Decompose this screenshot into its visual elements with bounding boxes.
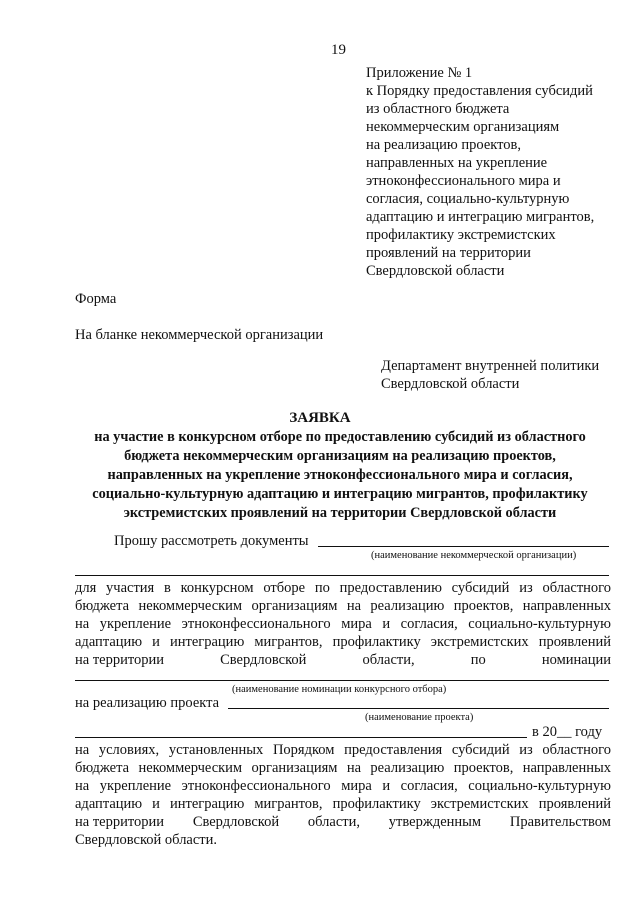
word: на территории xyxy=(75,652,165,668)
paragraph-line: на укрепление этноконфессионального мира и согласия, социально-культурную xyxy=(75,778,611,794)
appendix-block xyxy=(366,64,594,280)
word: Правительством xyxy=(509,814,611,830)
word: Свердловской xyxy=(220,652,307,668)
paragraph-line: Свердловской области. xyxy=(75,832,218,848)
appendix-line: на реализацию проектов, xyxy=(366,137,521,153)
addressee-block xyxy=(381,357,599,393)
paragraph-line: на укрепление этноконфессионального мира и согласия, социально-культурную xyxy=(75,616,611,632)
word: номинации xyxy=(541,652,611,668)
appendix-line: адаптацию и интеграцию мигрантов, xyxy=(366,209,595,225)
paragraph-line: для участия в конкурсном отборе по предоставлению субсидий из областного xyxy=(75,580,611,596)
appendix-line: к Порядку предоставления субсидий xyxy=(366,83,593,99)
appendix-line: профилактику экстремистских xyxy=(366,227,556,243)
paragraph-line: адаптацию и интеграцию мигрантов, профилактику экстремистских проявлений xyxy=(75,796,611,812)
paragraph-line-spread xyxy=(75,651,611,669)
nomination-caption: (наименование номинации конкурсного отбора) xyxy=(232,684,447,695)
word: утвержденным xyxy=(388,814,482,830)
document-title: ЗАЯВКА xyxy=(289,410,351,426)
word: по xyxy=(470,652,486,668)
appendix-line: согласия, социально-культурную xyxy=(366,191,570,207)
appendix-line: проявлений на территории xyxy=(366,245,531,261)
paragraph-1 xyxy=(75,579,611,669)
letterhead-note: На бланке некоммерческой организации xyxy=(75,327,324,343)
appendix-line: Приложение № 1 xyxy=(366,65,473,81)
addressee-line: Свердловской области xyxy=(381,376,520,392)
project-continuation-line[interactable] xyxy=(75,737,527,738)
page-number: 19 xyxy=(331,42,346,58)
subtitle-line: социально-культурную адаптацию и интеграцию мигрантов, профилактику xyxy=(92,486,588,502)
form-label: Форма xyxy=(75,291,117,307)
appendix-line: Свердловской области xyxy=(366,263,505,279)
project-text: на реализацию проекта xyxy=(75,695,220,711)
subtitle-line: экстремистских проявлений на территории Свердловской области xyxy=(123,505,557,521)
org-name-continuation-line[interactable] xyxy=(75,575,609,576)
appendix-line: направленных на укрепление xyxy=(366,155,548,171)
addressee-line: Департамент внутренней политики xyxy=(381,358,600,374)
org-name-caption: (наименование некоммерческой организации) xyxy=(371,550,577,561)
project-name-caption: (наименование проекта) xyxy=(365,712,474,723)
subtitle-line: бюджета некоммерческим организациям на реализацию проектов, xyxy=(124,448,556,464)
request-text: Прошу рассмотреть документы xyxy=(114,533,309,549)
project-name-field-line[interactable] xyxy=(228,708,609,709)
org-name-field-line[interactable] xyxy=(318,546,609,547)
appendix-line: этноконфессионального мира и xyxy=(366,173,561,189)
paragraph-2 xyxy=(75,741,611,849)
document-subtitle xyxy=(70,428,610,523)
word: области, xyxy=(362,652,415,668)
paragraph-line: на условиях, установленных Порядком предоставления субсидий из областного xyxy=(75,742,611,758)
word: на территории xyxy=(75,814,165,830)
appendix-line: из областного бюджета xyxy=(366,101,510,117)
year-text: в 20__ году xyxy=(532,724,603,740)
subtitle-line: направленных на укрепление этноконфессионального мира и согласия, xyxy=(107,467,573,483)
paragraph-line: бюджета некоммерческим организациям на реализацию проектов, направленных xyxy=(75,760,611,776)
paragraph-line-spread xyxy=(75,813,611,831)
appendix-line: некоммерческим организациям xyxy=(366,119,560,135)
paragraph-line: адаптацию и интеграцию мигрантов, профилактику экстремистских проявлений xyxy=(75,634,611,650)
paragraph-line: бюджета некоммерческим организациям на реализацию проектов, направленных xyxy=(75,598,611,614)
subtitle-line: на участие в конкурсном отборе по предоставлению субсидий из областного xyxy=(94,429,586,445)
word: области, xyxy=(307,814,361,830)
word: Свердловской xyxy=(192,814,280,830)
nomination-field-line[interactable] xyxy=(75,680,609,681)
